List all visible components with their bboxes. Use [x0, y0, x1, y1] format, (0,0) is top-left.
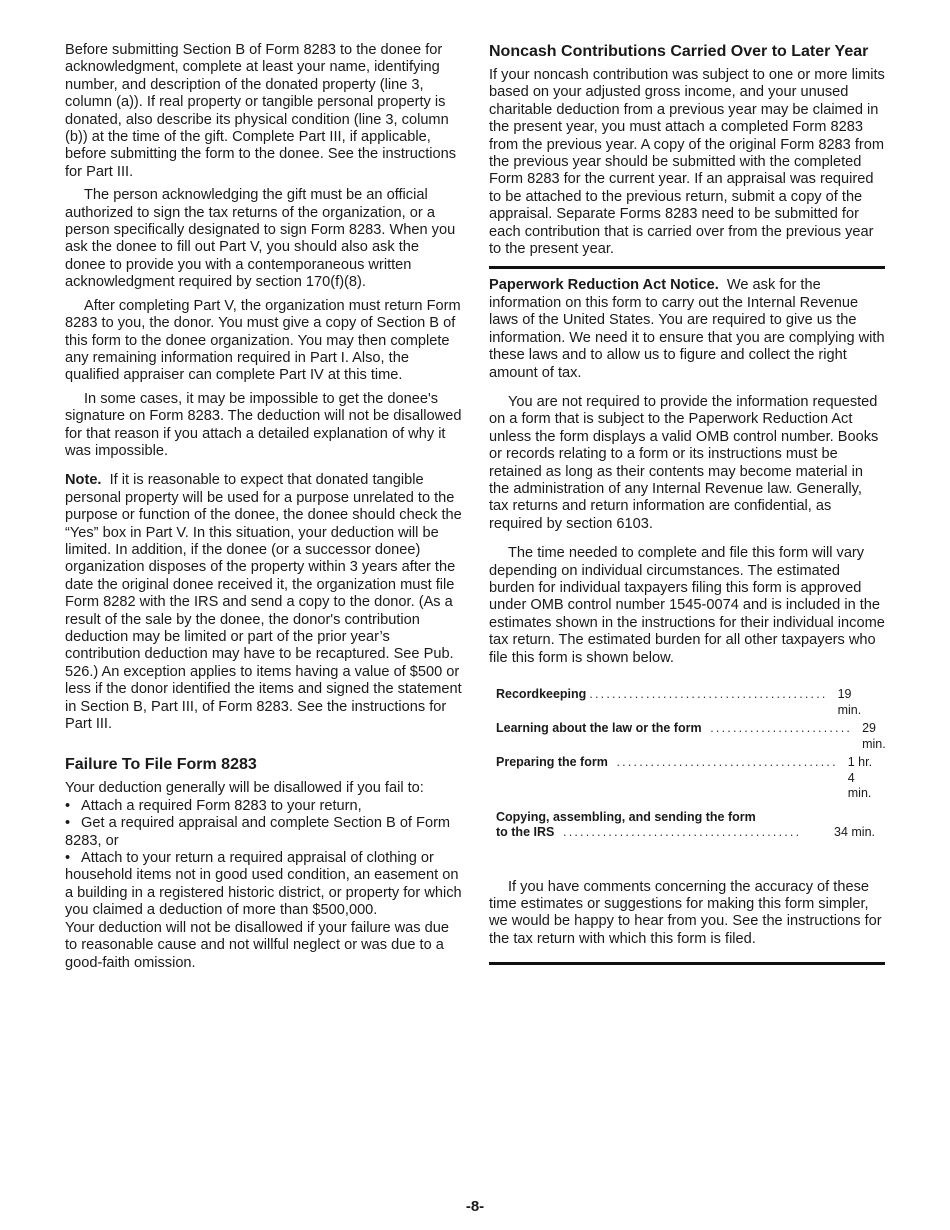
burden-row-copying: to the IRS .......................................... 34 min.: [496, 825, 878, 841]
burden-row-preparing: Preparing the form ....................................... 1 hr. 4 min.: [496, 755, 878, 802]
left-column: [65, 42, 463, 972]
failure-close: Your deduction will not be disallowed if your failure was due to reasonable cause and not willful neglect or was due to a good-faith omission.: [65, 919, 449, 971]
dot-leader: .........................: [704, 721, 853, 735]
bullet-icon: •: [65, 850, 71, 867]
paragraph-paperwork-notice: [489, 277, 885, 381]
dot-leader: ..........................................: [589, 687, 828, 701]
burden-value: 1 hr. 4 min.: [847, 755, 873, 800]
paragraph-after-completing: After completing Part V, the organization must return Form 8283 to you, the donor. You must give a copy of Section B of this form to the donee organization. You may then complete any remaining information required in Part I. Also, the qualified appraiser can complete Part IV at this time.: [65, 297, 461, 384]
page-number: -8-: [465, 1198, 485, 1215]
bullet-icon: •: [65, 797, 71, 814]
note-paragraph: [65, 472, 463, 733]
right-column: [489, 42, 885, 973]
paragraph-before-submitting: Before submitting Section B of Form 8283 to the donee for acknowledgment, complete at least your name, identifying number, and description of the donated property (line 3, column (a)). If real property or tangible personal property is donated, also describe its physical condition (line 3, column (b)) at the time of the gift. Complete Part III, if applicable, before submitting the form to the donee. See the instructions for Part III.: [65, 42, 457, 180]
paragraph-comments: If you have comments concerning the accuracy of these time estimates or suggestions for making this form simpler, we would be happy to hear from you. See the instructions for the tax return with which this form is filed.: [489, 878, 882, 947]
burden-label-copying: Copying, assembling, and sending the form: [496, 809, 756, 824]
burden-value: 29 min.: [862, 721, 886, 751]
paragraph-omb-control: You are not required to provide the information requested on a form that is subject to the Paperwork Reduction Act unless the form displays a valid OMB control number. Books or records relating to a form or its instructions must be retained as long as their contents may become material in the administration of any Internal Revenue law. Generally, tax returns and return information are confidential, as required by section 6103.: [489, 393, 879, 532]
paperwork-notice-text: We ask for the information on this form to carry out the Internal Revenue laws of the United States. You are required to give us the information. We need it to ensure that you are complying with these laws and to allow us to figure and collect the right amount of tax.: [489, 277, 885, 381]
burden-row-recordkeeping: Recordkeeping .......................................... 19 min.: [496, 687, 878, 718]
paragraph-impossible-signature: In some cases, it may be impossible to get the donee's signature on Form 8283. The deduction will not be disallowed for that reason if you attach a detailed explanation of why it was impossible.: [65, 390, 462, 459]
failure-intro: Your deduction generally will be disallowed if you fail to:: [65, 780, 424, 797]
burden-value: 19 min.: [837, 687, 862, 717]
paperwork-notice-label: Paperwork Reduction Act Notice.: [489, 277, 719, 294]
paragraph-carried-over: If your noncash contribution was subject to one or more limits based on your adjusted gross income, and your unused charitable deduction from a previous year may be claimed in the present year, you must attach a completed Form 8283 from the previous year. A copy of the original Form 8283 from the previous year should be submitted with the completed Form 8283 for the current year. If an appraisal was required to be attached to the previous return, submit a copy of the appraisal. Separate Forms 8283 need to be submitted for each contribution that is carried over from the previous year to the present year.: [489, 67, 885, 258]
note-label: Note.: [65, 472, 102, 489]
dot-leader: .......................................: [610, 755, 838, 769]
paragraph-time-needed: The time needed to complete and file this form will vary depending on individual circumstances. The estimated burden for individual taxpayers filing this form is approved under OMB control number 1545-0074 and is included in the estimates shown in the instructions for their individual income tax return. The estimated burden for all other taxpayers who file this form is shown below.: [489, 545, 885, 666]
divider-rule-bottom: [489, 962, 885, 965]
divider-rule: [489, 266, 885, 269]
note-text: If it is reasonable to expect that donated tangible personal property will be used for a purpose unrelated to the purpose or function of the donee, the donee should check the “Yes” box in Part V. In this situation, your deduction will be limited. In addition, if the donee (or a successor donee) organization disposes of the property within 3 years after the date the original donee received it, the organization must file Form 8282 with the IRS and send a copy to the donor. (As a result of the sale by the donee, the donor's contribution deduction may be limited or part of the prior year’s contribution deduction may have to be recaptured. See Pub. 526.) An exception applies to items having a value of $500 or less if the donor identified the items and signed the statement in Section B, Part III, of Form 8283. See the instructions for Part III.: [65, 472, 462, 733]
paragraph-person-acknowledging: The person acknowledging the gift must be an official authorized to sign the tax returns of the organization, or a person specifically designated to sign Form 8283. When you ask the donee to fill out Part V, you should also ask the donee to provide you with a contemporaneous written acknowledgment required by section 170(f)(8).: [65, 187, 456, 291]
bullet-item: • Attach to your return a required appraisal of clothing or household items not in good used condition, an easement on a building in a registered historic district, or property for which you claimed a deduction of more than $500,000.: [65, 850, 462, 919]
bullet-item: • Attach a required Form 8283 to your return,: [65, 797, 362, 814]
dot-leader: ..........................................: [557, 825, 802, 839]
burden-value: 34 min.: [834, 825, 875, 839]
heading-carried-over: Noncash Contributions Carried Over to Later Year: [489, 43, 869, 60]
bullet-item: • Get a required appraisal and complete Section B of Form 8283, or: [65, 815, 451, 849]
bullet-icon: •: [65, 815, 71, 832]
burden-row-learning: Learning about the law or the form ......................... 29 min.: [496, 721, 886, 751]
heading-failure-to-file: Failure To File Form 8283: [65, 756, 257, 774]
burden-table: [496, 687, 886, 841]
